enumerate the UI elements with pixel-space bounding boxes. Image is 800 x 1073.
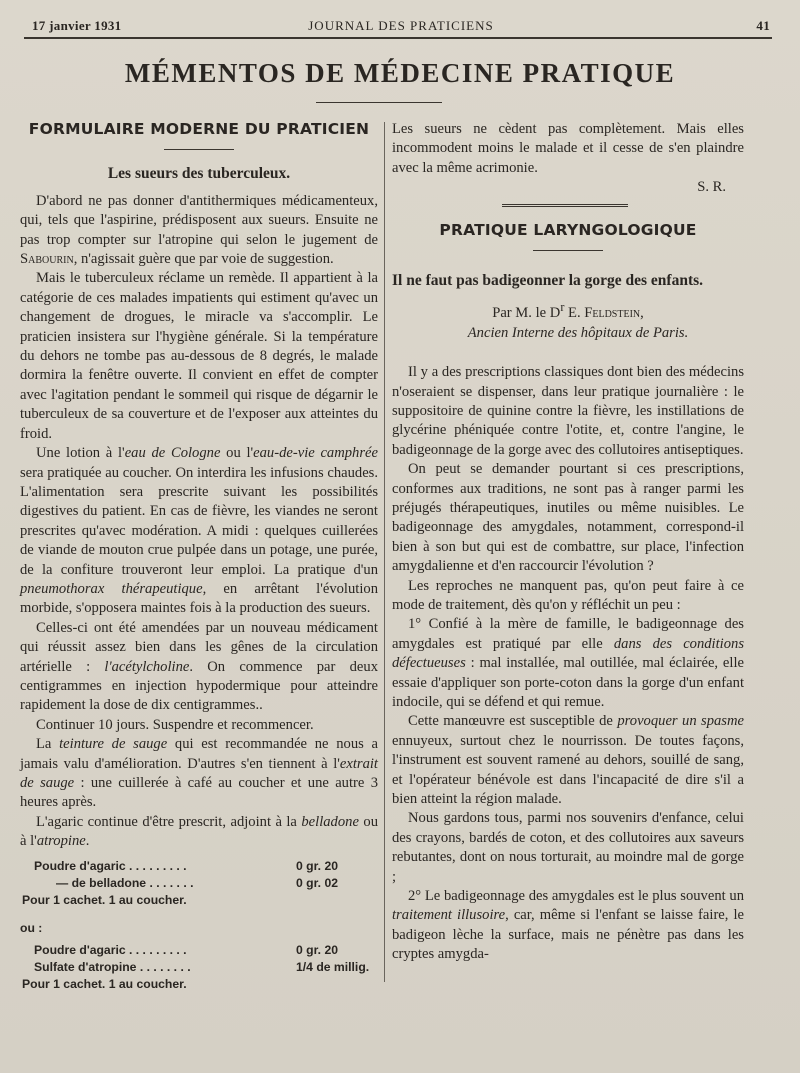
ingredient: Poudre d'agaric . . . . . . . . .: [34, 858, 187, 873]
spacer: [392, 343, 744, 363]
prescription-line: [20, 858, 378, 875]
journal-name: JOURNAL DES PRATICIENS: [308, 18, 494, 33]
double-rule: [502, 204, 628, 209]
dose: 0 gr. 20: [296, 858, 339, 873]
article-title-badigeonner: Il ne faut pas badigeonner la gorge des enfants.: [392, 272, 704, 290]
prescription-line: [20, 959, 378, 976]
paragraph: L'agaric continue d'être prescrit, adjoint à la belladone ou à l'atropine.: [20, 813, 378, 850]
paragraph: Il y a des prescriptions classiques dont bien des médecins n'oseraient se dispenser, dans leur pratique journalière : le suppositoire de quinine contre la fièvre, les instillations de glycérine phéniquée contre l'otite, et, contre l'angine, le badigeonnage de la gorge avec des collutoires antiseptiques.: [392, 364, 744, 458]
byline: Par M. le $D^r$ E. Feldstein,: [492, 300, 644, 322]
page-number: 41: [756, 18, 770, 33]
paragraph: Cette manœuvre est susceptible de provoquer un spasme ennuyeux, surtout chez le nourrisson. De toutes façons, l'instrument est souvent ramené au dehors, souillé de sang, et l'opérateur bénévole est dans l'incapacité de dire s'il a bien atteint la région malade.: [392, 713, 745, 808]
paragraph: Une lotion à l'eau de Cologne ou l'eau-de-vie camphrée sera pratiquée au coucher. On interdira les infusions chaudes. L'alimentation sera prescrite suivant les possibilités digestives du patient. En cas de fièvre, les viandes ne seront prescrites qu'avec modération. A midi : quelques cuillerées de viande de mouton crue pulpée dans un potage, une purée, de la confiture trouveront leur emploi. La pratique d'un pneumothorax thérapeutique, en arrêtant l'évolution morbide, s'opposera maintes fois à la production des sueurs.: [20, 445, 378, 617]
right-column: [392, 120, 744, 965]
paragraph: Celles-ci ont été amendées par un nouveau médicament qui réussit assez bien dans les gênes de la circulation artérielle : l'acétylcholine. On commence par deux centigrammes en injection hypodermique pour atteindre rapidement la dose de dix centigrammes..: [20, 619, 379, 714]
or-separator: ou :: [20, 920, 43, 935]
header-rule: [24, 37, 772, 39]
ingredient: Poudre d'agaric . . . . . . . . .: [34, 943, 187, 958]
paragraph: 2° Le badigeonnage des amygdales est le plus souvent un traitement illusoire, car, même si l'enfant se laisse faire, le badigeon lèche la surface, mais ne pénètre pas dans les cryptes amygda-: [392, 888, 744, 963]
dose: 0 gr. 20: [296, 943, 339, 958]
dose: 1/4 de millig.: [296, 960, 370, 975]
prescription-line: [20, 942, 378, 959]
title-rule: [316, 102, 442, 103]
article-title-sueurs: Les sueurs des tuberculeux.: [107, 165, 291, 183]
ingredient: — de belladone . . . . . . .: [56, 875, 194, 890]
prescription-2: [20, 942, 378, 993]
section-heading-laryngologique: PRATIQUE LARYNGOLOGIQUE: [439, 220, 697, 239]
section-rule: [164, 149, 234, 150]
author-affiliation: Ancien Interne des hôpitaux de Paris.: [467, 324, 689, 341]
paragraph: D'abord ne pas donner d'antithermiques médicamenteux, qui, tels que l'aspirine, prédisposent aux sueurs. Ensuite ne pas trop compter sur l'atropine qui selon le jugement de Sabourin, n'agissait guère que par voie de suggestion.: [20, 192, 378, 268]
prescription-note: Pour 1 cachet. 1 au coucher.: [22, 892, 187, 907]
section-rule: [533, 250, 603, 251]
left-column: [20, 120, 378, 997]
paragraph-continued: Les sueurs ne cèdent pas complètement. Mais elles incommodent moins le malade et il cesse de s'en plaindre avec la même acrimonie.: [392, 121, 744, 176]
prescription-note: Pour 1 cachet. 1 au coucher.: [22, 977, 187, 992]
prescription-1: [20, 858, 378, 909]
paragraph: Continuer 10 jours. Suspendre et recommencer.: [36, 716, 314, 733]
section-heading-formulaire: FORMULAIRE MODERNE DU PRATICIEN: [28, 120, 370, 138]
column-divider: [384, 122, 385, 982]
prescription-line: [20, 875, 378, 892]
ingredient: Sulfate d'atropine . . . . . . . .: [34, 960, 191, 975]
paragraph: On peut se demander pourtant si ces prescriptions, conformes aux traditions, ne sont pas à ranger parmi les préjugés thérapeutiques, inutiles ou même nuisibles. Le badigeonnage des amygdales, notamment, correspond-il bien à son but qui est de combattre, sur place, l'infection amygdalienne et d'en raccourcir l'évolution ?: [392, 461, 744, 575]
issue-date: 17 janvier 1931: [32, 18, 122, 33]
paragraph: Mais le tuberculeux réclame un remède. Il appartient à la catégorie de ces malades impatients qui estiment qu'avec un changement de drogues, le miracle va s'accomplir. Le praticien insistera sur l'hygiène générale. Si la température du dehors ne tombe pas au-dessous de 8 degrés, le malade dormira la fenêtre ouverte. Il convient en effet de compter avec l'agitation pendant le sommeil qui risque de dégarnir le tuberculeux de sa couverture et de l'exposer aux atteintes du froid.: [20, 270, 378, 442]
paragraph: 1° Confié à la mère de famille, le badigeonnage des amygdales est pratiqué par elle dans des conditions défectueuses : mal installée, mal outillée, mal éclairée, elle essaie d'appliquer son porte-coton dans la gorge d'un enfant indocile, qui se défend et qui remue.: [392, 616, 744, 711]
page-title: MÉMENTOS DE MÉDECINE PRATIQUE: [124, 58, 676, 88]
dose: 0 gr. 02: [296, 875, 339, 890]
paragraph: La teinture de sauge qui est recommandée ne nous a jamais valu d'amélioration. D'autres s'en tiennent à l'extrait de sauge : une cuillerée à café au coucher et une autre 3 heures après.: [20, 736, 378, 811]
paragraph: Nous gardons tous, parmi nos souvenirs d'enfance, celui des crayons, bardés de coton, et des collutoires aux saveurs rebutantes, dont on nous torturait, au moindre mal de gorge ;: [392, 810, 744, 885]
paragraph: Les reproches ne manquent pas, qu'on peut faire à ce mode de traitement, dès qu'on y réfléchit un peu :: [392, 577, 744, 613]
signature: S. R.: [697, 179, 726, 196]
